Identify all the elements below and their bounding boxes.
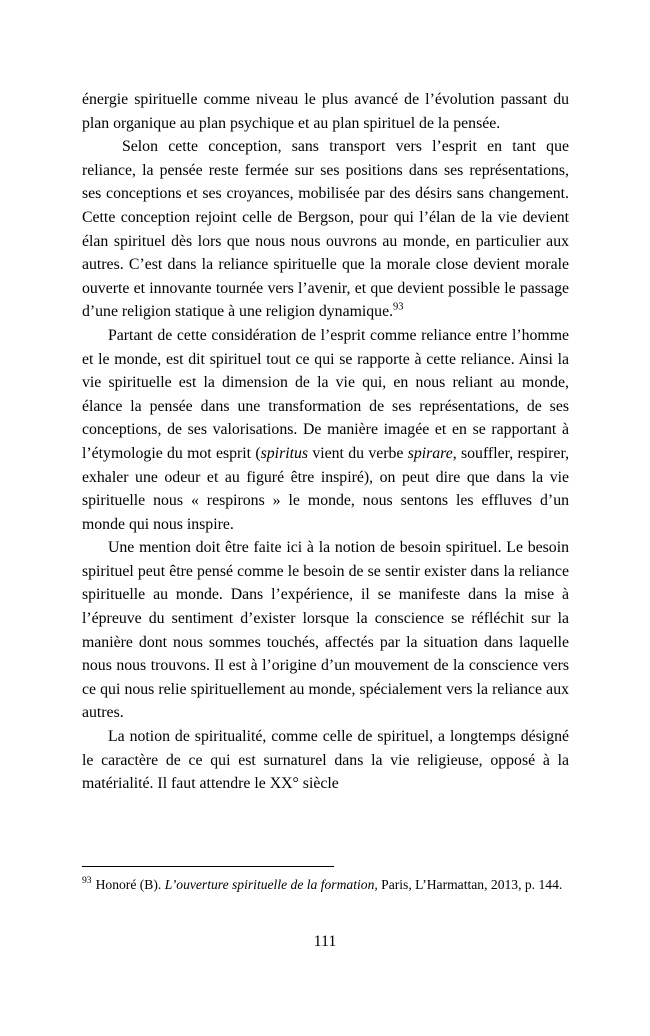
paragraph: [82, 536, 569, 725]
text-run: Paris, L’Harmattan, 2013, p. 144.: [377, 877, 563, 892]
text-run: Partant de cette considération de l’esprit comme reliance entre l’homme et le monde, est dit spirituel tout ce qui se rapporte à cette reliance. Ainsi la vie spirituelle est la dimension de la vie qui, en nous reliant au monde, élance la pensée dans une transformation de ses représentations, de ses conceptions, de ses valorisations. De manière imagée et en se rapportant à l’étymologie du mot esprit (: [82, 326, 569, 462]
page-number: 111: [313, 933, 337, 950]
footnote-body: [96, 877, 563, 892]
footnote-number: 93: [82, 875, 92, 887]
italic-run: spirare: [407, 444, 453, 462]
text-run: La notion de spiritualité, comme celle de spirituel, a longtemps désigné le caractère de ce qui est surnaturel dans la vie religieuse, opposé à la matérialité. Il faut attendre le XX° siècle: [82, 728, 569, 793]
paragraph: [82, 135, 569, 324]
text-run: Honoré (B).: [95, 877, 165, 892]
paragraph: [82, 88, 569, 135]
text-run: Une mention doit être faite ici à la notion de besoin spirituel. Le besoin spirituel peut être pensé comme le besoin de se sentir exister dans la reliance spirituelle au monde. Dans l’expérience, il se manifeste dans la mise à l’épreuve du sentiment d’exister lorsque la conscience se réfléchit sur la manière dont nous sommes touchés, affectés par la situation dans laquelle nous nous trouvons. Il est à l’origine d’un mouvement de la conscience vers ce qui nous relie spirituellement au monde, spécialement vers la reliance aux autres.: [82, 539, 569, 722]
paragraph: [82, 324, 569, 536]
footnote-reference[interactable]: 93: [393, 302, 404, 314]
text-run: Selon cette conception, sans transport vers l’esprit en tant que reliance, la pensée reste fermée sur ses positions dans ses représentations, ses conceptions et ses croyances, mobilisée par des désirs sans changement. Cette conception rejoint celle de Bergson, pour qui l’élan de la vie devient élan spirituel dès lors que nous nous ouvrons au monde, en particulier aux autres. C’est dans la reliance spirituelle que la morale close devient morale ouverte et innovante tournée vers l’avenir, et que devient possible le passage d’une religion statique à une religion dynamique.: [82, 138, 569, 321]
text-run: énergie spirituelle comme niveau le plus avancé de l’évolution passant du plan organique au plan psychique et au plan spirituel de la pensée.: [82, 91, 569, 132]
text-run: , souffler, respirer, exhaler une odeur et au figuré être inspiré), on peut dire que dans la vie spirituelle nous « respirons » le monde, nous sentons les effluves d’un monde qui nous inspire.: [82, 444, 570, 533]
footnote-block: [82, 866, 569, 895]
text-run: vient du verbe: [308, 444, 408, 462]
body-text-column: [82, 88, 569, 796]
footnote-separator-rule: [82, 866, 334, 867]
paragraph: [82, 725, 569, 796]
italic-run: spiritus: [260, 444, 309, 462]
footnote-entry: [82, 874, 569, 895]
italic-run: L’ouverture spirituelle de la formation,: [164, 877, 378, 892]
